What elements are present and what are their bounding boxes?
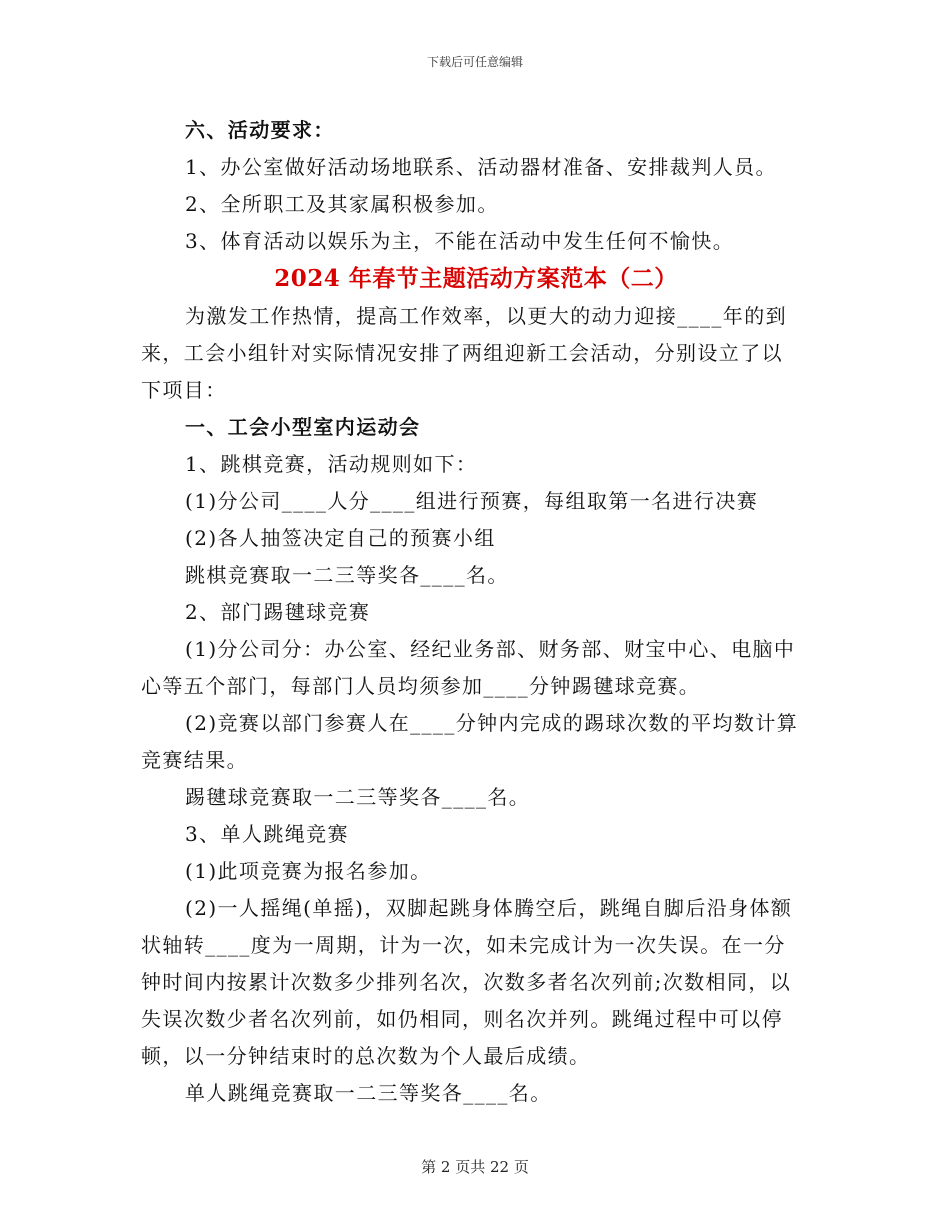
paragraph-line: 下项目： [141, 378, 227, 402]
paragraph-line: 3、单人跳绳竞赛 [185, 822, 349, 846]
page-header: 下载后可任意编辑 [426, 55, 523, 69]
section-heading: 六、活动要求： [185, 118, 335, 142]
paragraph-line: 跳棋竞赛取一二三等奖各____名。 [185, 563, 509, 587]
paragraph-line: 顿，以一分钟结束时的总次数为个人最后成绩。 [141, 1044, 591, 1068]
paragraph-line: 竞赛结果。 [141, 748, 248, 772]
paragraph-line: (1)分公司____人分____组进行预赛，每组取第一名进行决赛 [185, 489, 759, 513]
paragraph-line: (2)各人抽签决定自己的预赛小组 [185, 526, 496, 550]
page-footer: 第 2 页共 22 页 [421, 1158, 529, 1176]
paragraph-line: 3、体育活动以娱乐为主，不能在活动中发生任何不愉快。 [185, 229, 735, 253]
paragraph-line: 2、全所职工及其家属积极参加。 [185, 192, 499, 216]
paragraph-line: 来，工会小组针对实际情况安排了两组迎新工会活动，分别设立了以 [141, 341, 783, 365]
paragraph-line: (1)此项竞赛为报名参加。 [185, 859, 432, 883]
section-heading: 一、工会小型室内运动会 [185, 415, 421, 439]
paragraph-line: 心等五个部门，每部门人员均须参加____分钟踢毽球竞赛。 [141, 674, 701, 698]
paragraph-line: 踢毽球竞赛取一二三等奖各____名。 [185, 785, 531, 809]
paragraph-line: (1)分公司分：办公室、经纪业务部、财务部、财宝中心、电脑中 [185, 637, 796, 661]
paragraph-line: 1、跳棋竞赛，活动规则如下： [185, 452, 478, 476]
paragraph-line: 失误次数少者名次列前，如仍相同，则名次并列。跳绳过程中可以停 [141, 1007, 783, 1031]
document-body [141, 112, 811, 1112]
paragraph-line: (2)竞赛以部门参赛人在____分钟内完成的踢球次数的平均数计算 [185, 711, 799, 735]
paragraph-line: 2、部门踢毽球竞赛 [185, 600, 371, 624]
paragraph-line: 为激发工作热情，提高工作效率，以更大的动力迎接____年的到 [185, 304, 787, 328]
paragraph-line: 状轴转____度为一周期，计为一次，如未完成计为一次失误。在一分 [141, 933, 786, 957]
document-title: 2024 年春节主题活动方案范本（二） [274, 265, 678, 292]
paragraph-line: 单人跳绳竞赛取一二三等奖各____名。 [185, 1081, 552, 1105]
paragraph-line: 1、办公室做好活动场地联系、活动器材准备、安排裁判人员。 [185, 155, 777, 179]
paragraph-line: (2)一人摇绳(单摇)，双脚起跳身体腾空后，跳绳自脚后沿身体额 [185, 896, 793, 920]
paragraph-line: 钟时间内按累计次数多少排列名次，次数多者名次列前;次数相同，以 [141, 970, 792, 994]
